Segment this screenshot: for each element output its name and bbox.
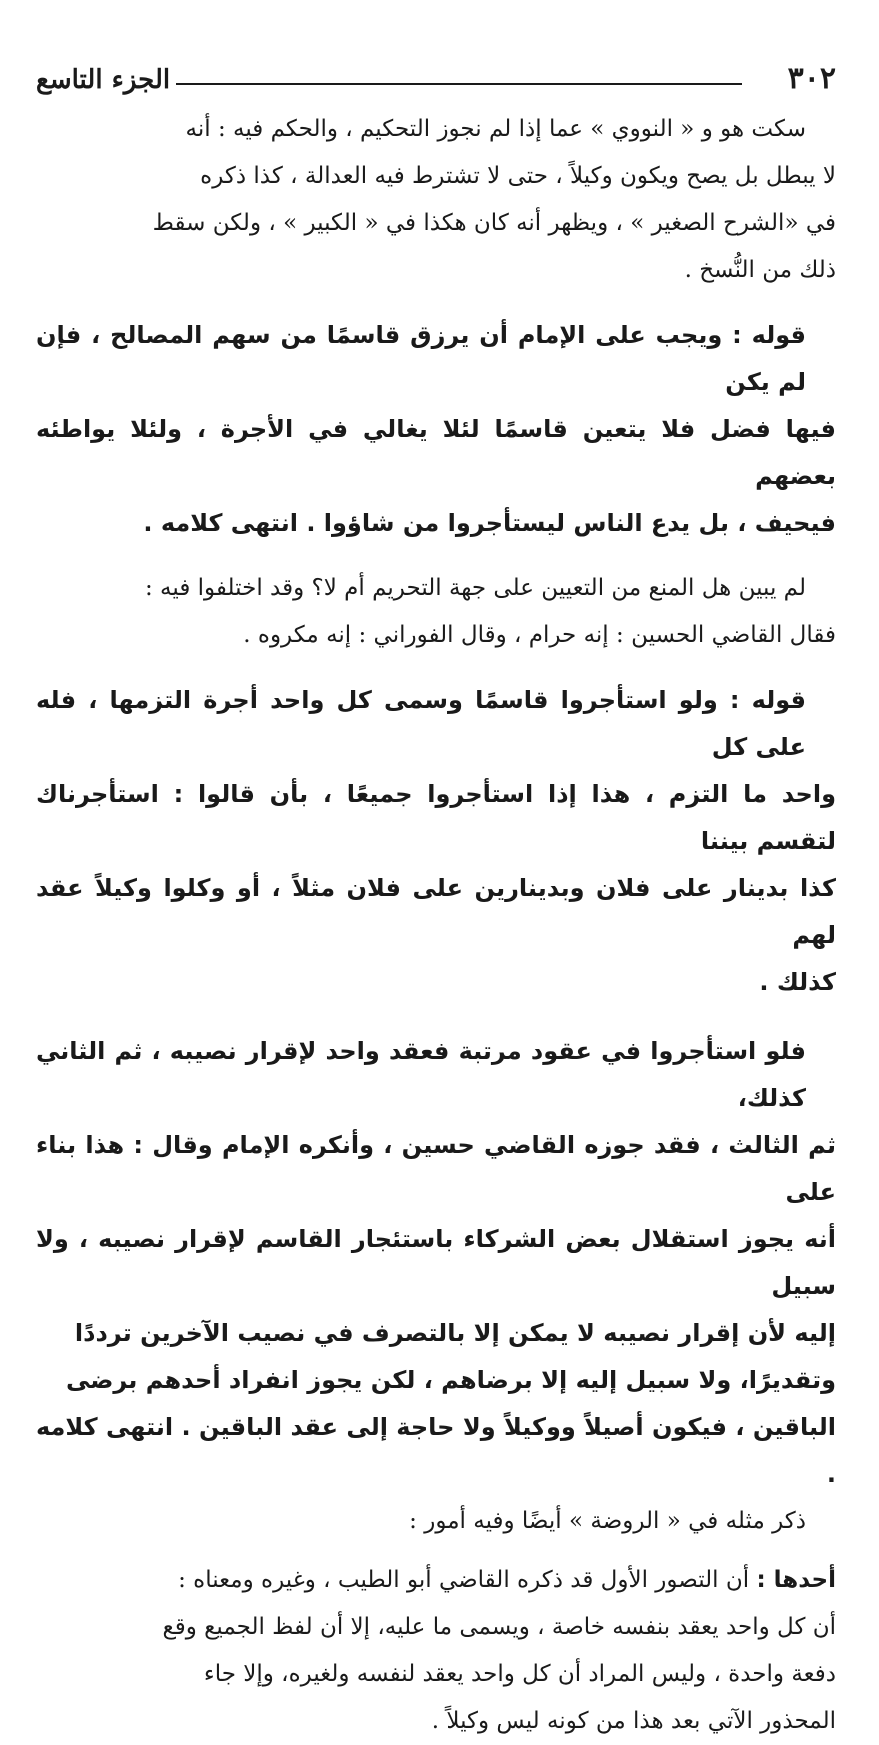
quote-1	[36, 312, 836, 547]
page-number: ٣٠٢	[787, 61, 836, 96]
text-line: كذا بدينار على فلان وبدينارين على فلان مثلاً ، أو وكلوا وكيلاً عقد لهم	[36, 874, 836, 949]
text-line: وتقديرًا، ولا سبيل إليه إلا برضاهم ، لكن يجوز انفراد أحدهم برضى	[65, 1366, 836, 1394]
header-rule	[176, 83, 742, 85]
text-line: دفعة واحدة ، وليس المراد أن كل واحد يعقد لنفسه ولغيره، وإلا جاء	[203, 1661, 836, 1687]
book-page	[36, 52, 836, 1745]
text-line: إليه لأن إقرار نصيبه لا يمكن إلا بالتصرف في نصيب الآخرين ترددًا	[74, 1319, 836, 1347]
text-line: لم يبين هل المنع من التعيين على جهة التحريم أم لا؟ وقد اختلفوا فيه :	[145, 575, 806, 601]
paragraph-1	[36, 106, 836, 294]
paragraph-4	[36, 1557, 836, 1745]
text-line: قوله : ولو استأجروا قاسمًا وسمى كل واحد أجرة التزمها ، فله على كل	[36, 686, 806, 761]
text-line: ذكر مثله في « الروضة » أيضًا وفيه أمور :	[409, 1508, 806, 1534]
text-line: سكت هو و « النووي » عما إذا لم نجوز التحكيم ، والحكم فيه : أنه	[185, 116, 806, 142]
text-line	[36, 1557, 836, 1604]
part-title: الجزء التاسع	[36, 65, 171, 95]
text-line: أنه يجوز استقلال بعض الشركاء باستئجار القاسم لإقرار نصيبه ، ولا سبيل	[36, 1225, 836, 1300]
text-line: قوله : ويجب على الإمام أن يرزق قاسمًا من سهم المصالح ، فإن لم يكن	[36, 321, 806, 396]
quote-2	[36, 677, 836, 1006]
paragraph-3	[36, 1498, 836, 1545]
text-line: في «الشرح الصغير » ، ويظهر أنه كان هكذا في « الكبير » ، ولكن سقط	[152, 210, 836, 236]
quote-3	[36, 1028, 836, 1498]
text-line: ثم الثالث ، فقد جوزه القاضي حسين ، وأنكره الإمام وقال : هذا بناء على	[36, 1131, 836, 1206]
text-line: واحد ما التزم ، هذا إذا استأجروا جميعًا ، بأن قالوا : استأجرناك لتقسم بيننا	[36, 780, 836, 855]
point-lead: أحدها :	[756, 1567, 836, 1593]
text-line: كذلك .	[759, 968, 836, 996]
text-line: فيحيف ، بل يدع الناس ليستأجروا من شاؤوا . انتهى كلامه .	[143, 509, 836, 537]
text-line: الباقين ، فيكون أصيلاً ووكيلاً ولا حاجة إلى عقد الباقين . انتهى كلامه .	[36, 1413, 836, 1488]
text-line: فيها فضل فلا يتعين قاسمًا لئلا يغالي في الأجرة ، ولئلا يواطئه بعضهم	[36, 415, 836, 490]
paragraph-2	[36, 565, 836, 659]
text-line: فلو استأجروا في عقود مرتبة فعقد واحد لإقرار نصيبه ، ثم الثاني كذلك،	[36, 1037, 806, 1112]
page-header	[36, 52, 836, 94]
text-line: أن كل واحد يعقد بنفسه خاصة ، ويسمى ما عليه، إلا أن لفظ الجميع وقع	[162, 1614, 836, 1640]
text-line: فقال القاضي الحسين : إنه حرام ، وقال الفوراني : إنه مكروه .	[243, 622, 836, 648]
text-line: لا يبطل بل يصح ويكون وكيلاً ، حتى لا تشترط فيه العدالة ، كذا ذكره	[200, 163, 836, 189]
text-line: المحذور الآتي بعد هذا من كونه ليس وكيلاً .	[431, 1708, 836, 1734]
text-line: ذلك من النُّسخ .	[684, 257, 836, 283]
point-text: أن التصور الأول قد ذكره القاضي أبو الطيب ، وغيره ومعناه :	[178, 1567, 757, 1593]
